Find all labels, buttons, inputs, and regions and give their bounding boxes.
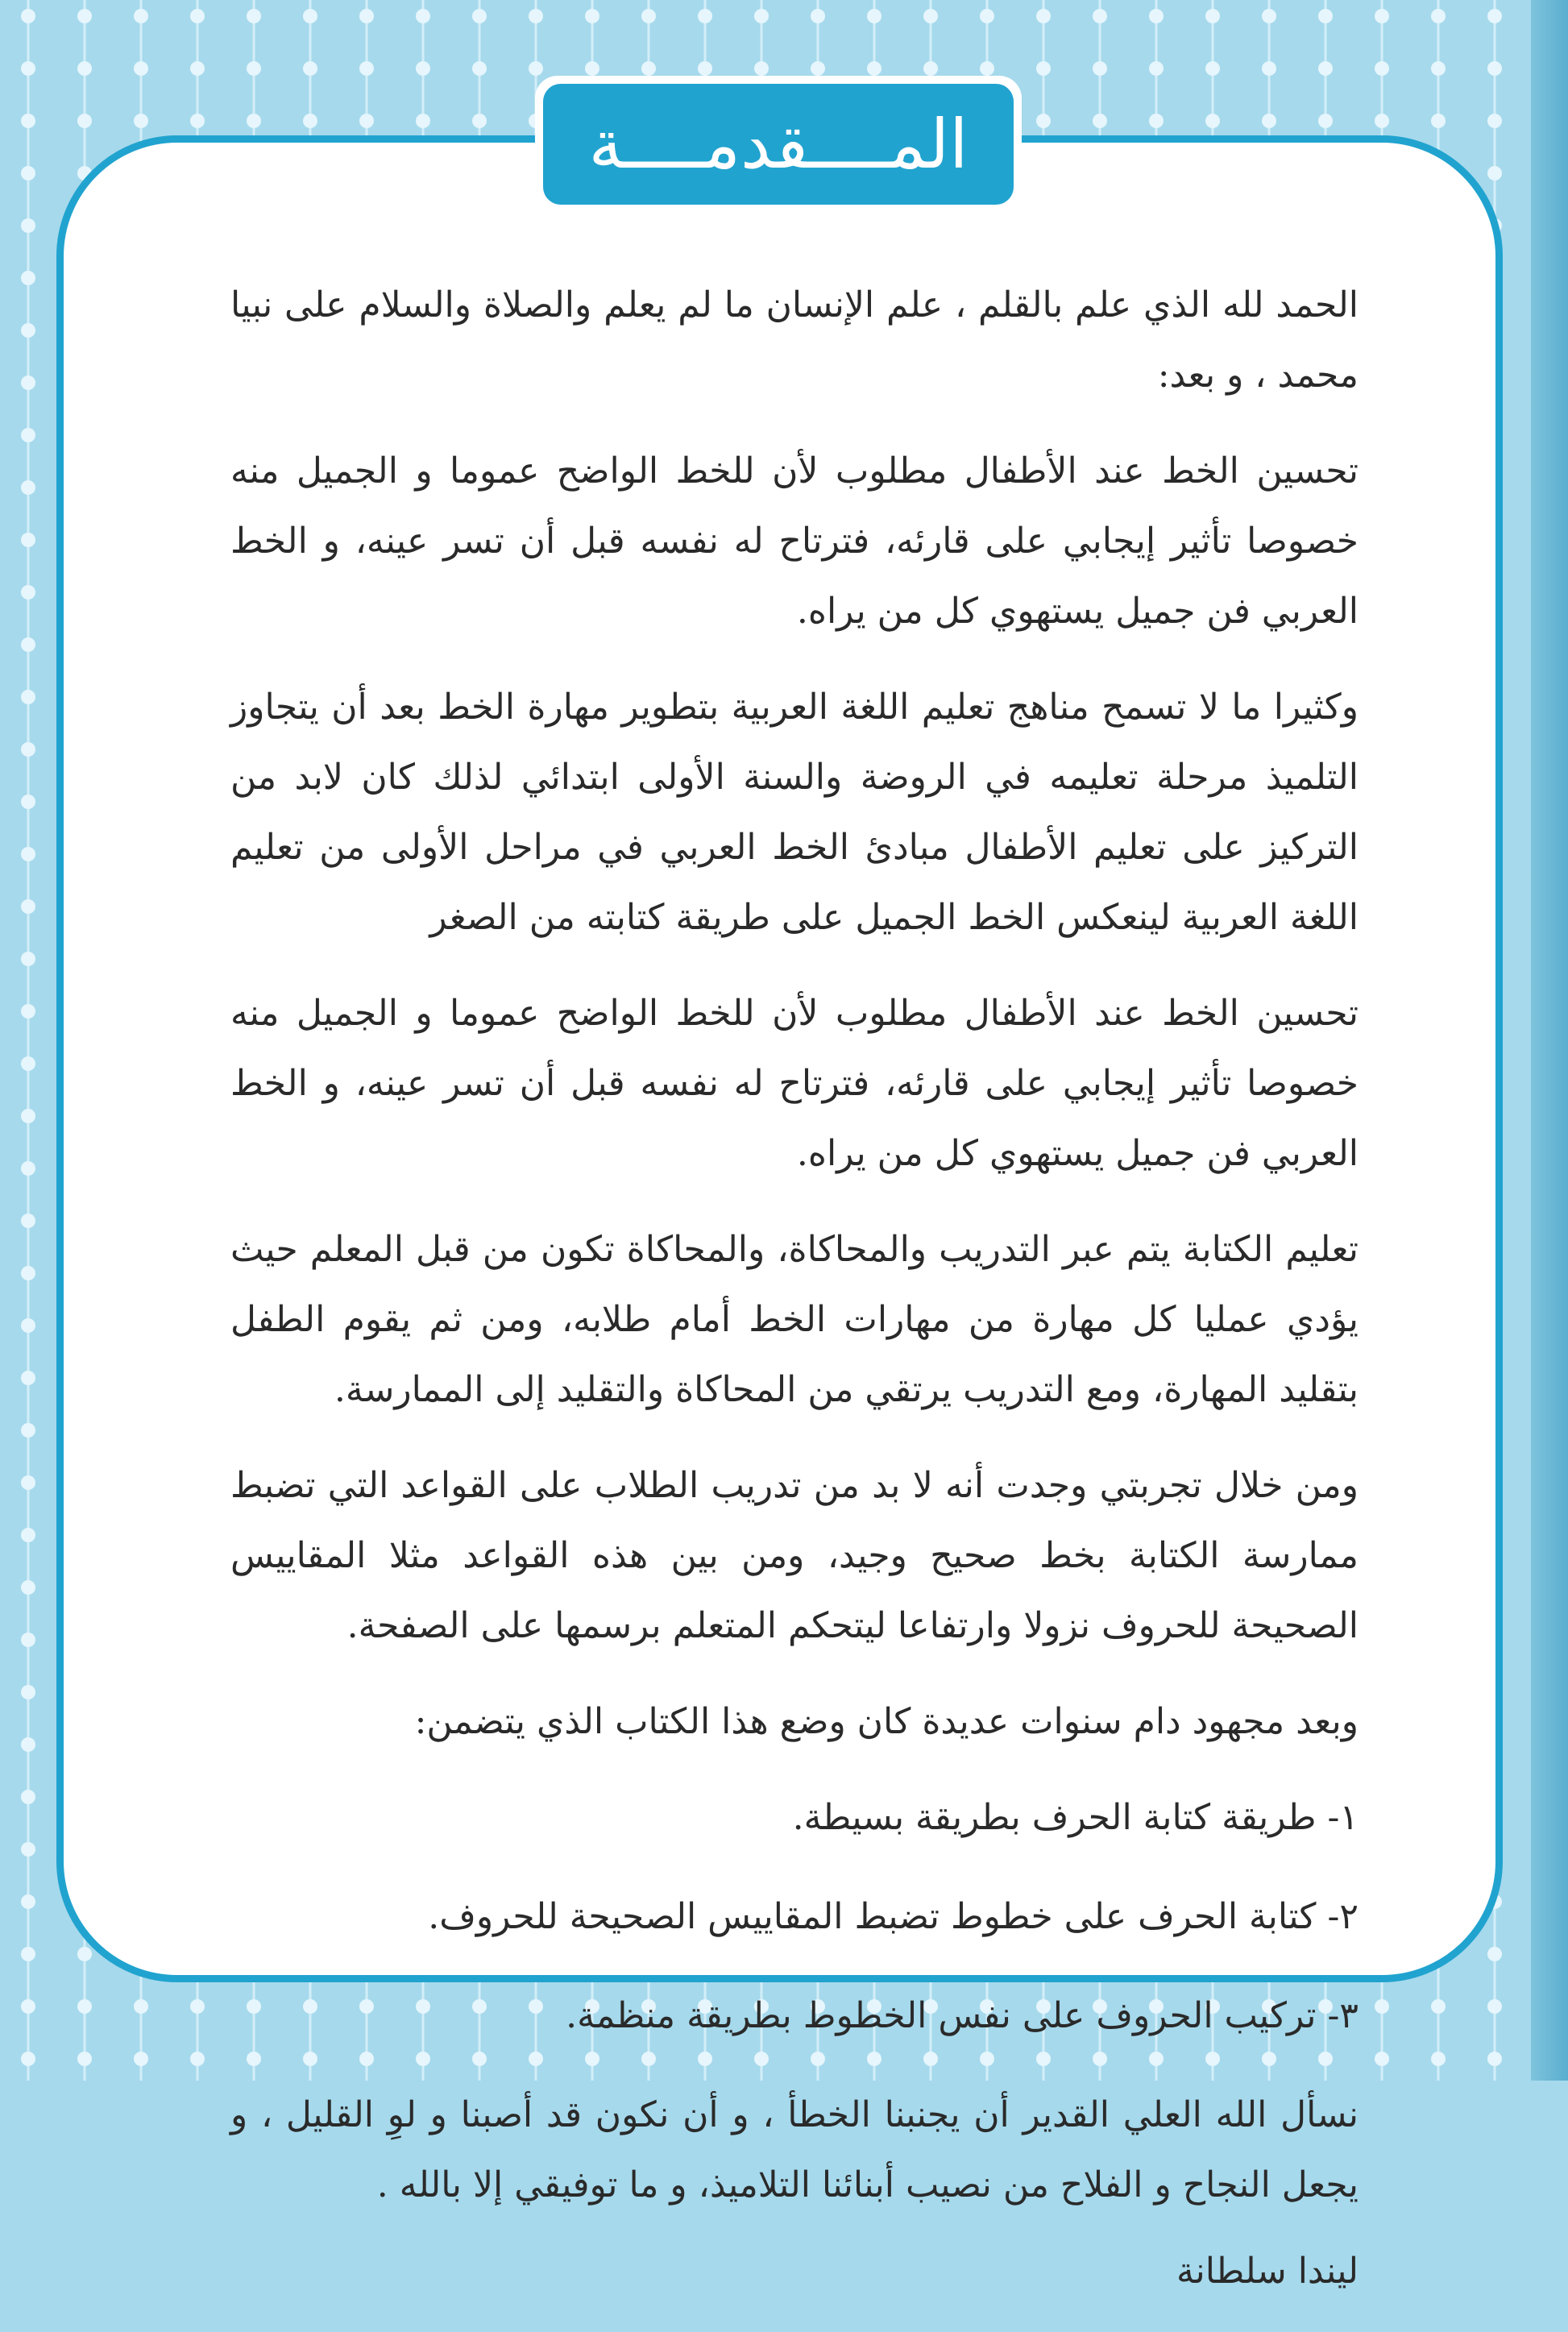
author-signature: ليندا سلطانة (1176, 2251, 1359, 2292)
paragraph: الحمد لله الذي علم بالقلم ، علم الإنسان ما لم يعلم والصلاة والسلام على نبيا محمد ، و بعد: (230, 284, 1359, 396)
title-box (543, 84, 1014, 205)
list-item: ١- طريقة كتابة الحرف بطريقة بسيطة. (792, 1797, 1359, 1838)
page-title: المــــقدمــــة (588, 105, 969, 184)
paragraph: تعليم الكتابة يتم عبر التدريب والمحاكاة، والمحاكاة تكون من قبل المعلم حيث يؤدي عمليا كل مهارة من مهارات الخط أمام طلابه، ومن ثم يقوم الطفل بتقليد المهارة، ومع التدريب يرتقي من المحاكاة والتقليد إلى الممارسة. (230, 1229, 1359, 1410)
paragraph: تحسين الخط عند الأطفال مطلوب لأن للخط الواضح عموما و الجميل منه خصوصا تأثير إيجابي على قارئه، فترتاح له نفسه قبل أن تسر عينه، و الخط العربي فن جميل يستهوي كل من يراه. (230, 993, 1359, 1174)
title-tab (535, 76, 1022, 213)
closing-paragraph: نسأل الله العلي القدير أن يجنبنا الخطأ ، و أن نكون قد أصبنا و لوِ القليل ، و يجعل النجاح و الفلاح من نصيب أبنائنا التلاميذ، و ما توفيقي إلا بالله . (230, 2094, 1359, 2205)
contents-list (230, 1782, 1359, 2051)
paragraph: ومن خلال تجربتي وجدت أنه لا بد من تدريب الطلاب على القواعد التي تضبط ممارسة الكتابة بخط صحيح وجيد، ومن بين هذه القواعد مثلا المقاييس الصحيحة للحروف نزولا وارتفاعا ليتحكم المتعلم برسمها على الصفحة. (230, 1465, 1359, 1646)
list-item: ٢- كتابة الحرف على خطوط تضبط المقاييس الصحيحة للحروف. (428, 1896, 1359, 1937)
list-item: ٣- تركيب الحروف على نفس الخطوط بطريقة منظمة. (566, 1995, 1359, 2036)
paragraph: وكثيرا ما لا تسمح مناهج تعليم اللغة العربية بتطوير مهارة الخط بعد أن يتجاوز التلميذ مرحلة تعليمه في الروضة والسنة الأولى ابتدائي لذلك كان لابد من التركيز على تعليم الأطفال مبادئ الخط العربي في مراحل الأولى من تعليم اللغة العربية لينعكس الخط الجميل على طريقة كتابته من الصغر (230, 687, 1359, 938)
introduction-text (230, 270, 1359, 2332)
paragraph: تحسين الخط عند الأطفال مطلوب لأن للخط الواضح عموما و الجميل منه خصوصا تأثير إيجابي على قارئه، فترتاح له نفسه قبل أن تسر عينه، و الخط العربي فن جميل يستهوي كل من يراه. (230, 450, 1359, 632)
book-spine (1531, 0, 1568, 2081)
paragraph: وبعد مجهود دام سنوات عديدة كان وضع هذا الكتاب الذي يتضمن: (414, 1701, 1359, 1742)
